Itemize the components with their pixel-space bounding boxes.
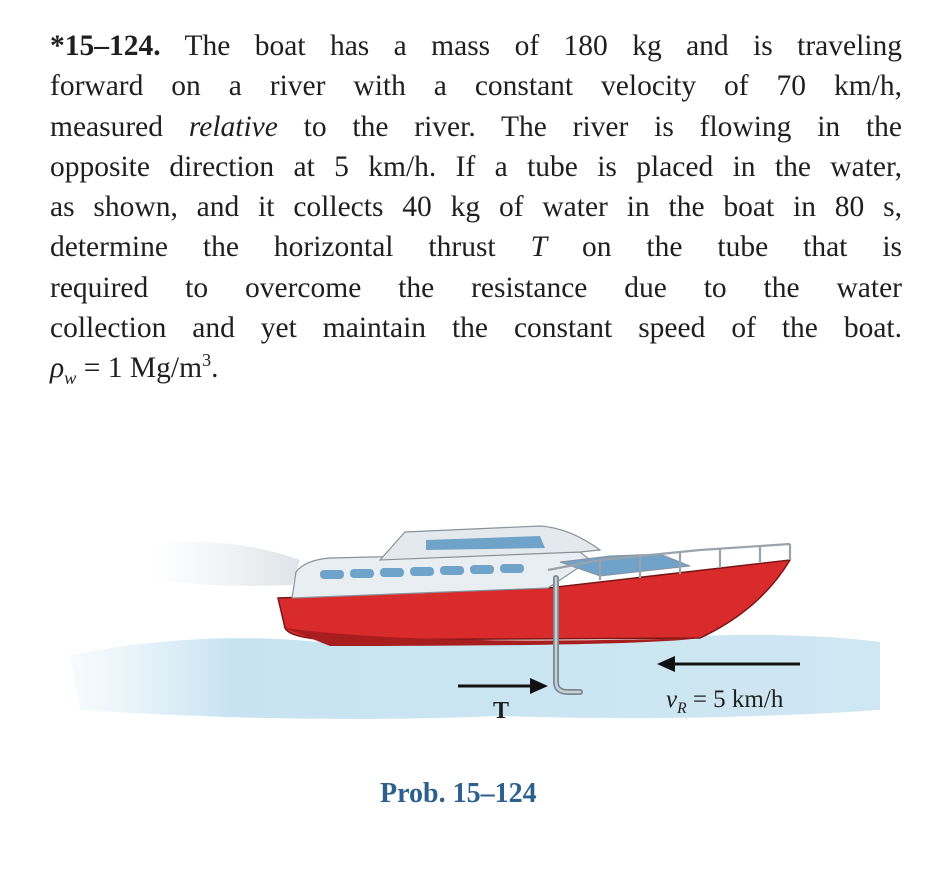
problem-number: *15–124. (50, 30, 161, 62)
problem-line-4: opposite direction at 5 km/h. If a tube is placed in the water, (50, 150, 902, 183)
thrust-variable: T (530, 231, 547, 264)
figure-caption: Prob. 15–124 (380, 778, 537, 809)
velocity-subscript: R (677, 700, 687, 717)
problem-line-7: required to overcome the resistance due to the water (50, 271, 902, 304)
thrust-label: T (493, 698, 510, 724)
density-symbol: ρ (50, 352, 65, 385)
river-velocity-label (666, 686, 784, 717)
density-value: = 1 Mg/m (76, 352, 203, 385)
problem-line-6 (50, 227, 902, 267)
density-subscript: w (64, 368, 77, 389)
velocity-value: = 5 km/h (686, 686, 784, 713)
problem-line-5: as shown, and it collects 40 kg of water in the boat in 80 s, (50, 191, 902, 224)
wake-spray (150, 542, 300, 586)
problem-line-1 (50, 26, 902, 66)
density-period: . (211, 352, 219, 385)
problem-line-8: collection and yet maintain the constant speed of the boat. (50, 312, 902, 345)
problem-text-6b: on the tube that is (547, 231, 902, 264)
problem-line-2: forward on a river with a constant velocity of 70 km/h, (50, 70, 902, 103)
density-exponent: 3 (202, 350, 212, 371)
problem-text-3b: to the river. The river is flowing in the (277, 110, 902, 143)
boat-figure (0, 410, 938, 830)
velocity-symbol: v (666, 686, 678, 713)
problem-statement (50, 26, 902, 389)
problem-text-1: The boat has a mass of 180 kg and is traveling (184, 30, 902, 62)
relative-emphasis: relative (188, 110, 278, 143)
problem-text-6a: determine the horizontal thrust (50, 231, 531, 264)
problem-line-3 (50, 107, 902, 147)
density-line (50, 348, 902, 388)
problem-text-3a: measured (50, 110, 189, 143)
boat-illustration (0, 410, 938, 830)
